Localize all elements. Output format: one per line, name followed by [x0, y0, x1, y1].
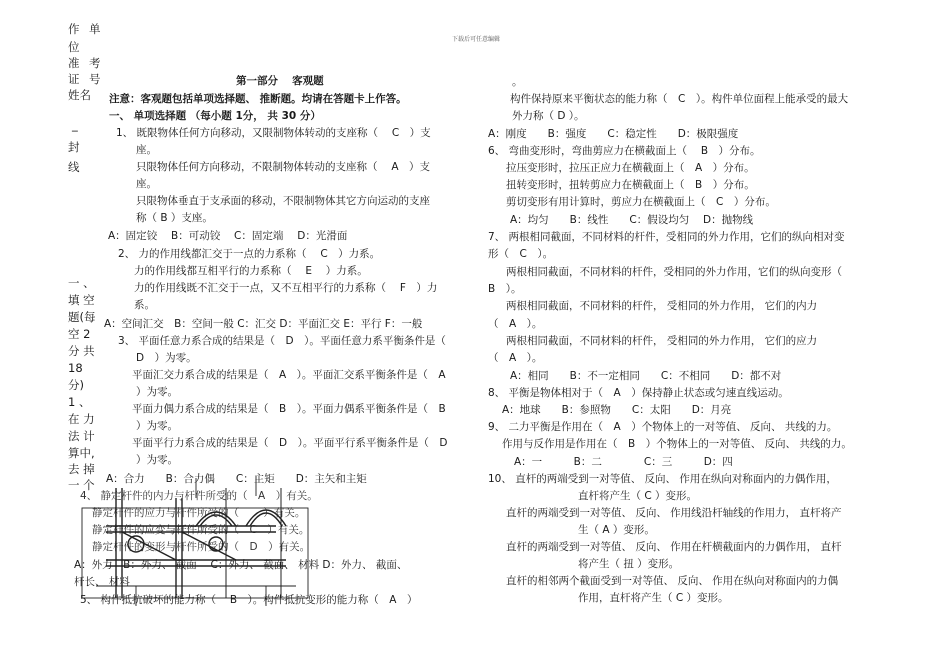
margin-label-4: 准	[68, 56, 80, 70]
question-line: 作用与反作用是作用在（ B ）个物体上的一对等值、 反向、 共线的力。	[502, 438, 852, 450]
question-line: ）为零。	[136, 386, 178, 398]
question-line: 将产生（ 扭 ）变形。	[578, 558, 680, 570]
question-line: 直杆将产生（ C ）变形。	[578, 490, 698, 502]
fill-line: 一 个	[68, 478, 95, 492]
question-line: 扭转变形时，扭转剪应力在横截面上（ B ）分布。	[506, 179, 755, 191]
question-line: 静定杆件的应变与杆件所受的（ C ）有关。	[92, 524, 310, 536]
question-line: 座。	[136, 178, 157, 190]
question-line: 拉压变形时，拉压正应力在横截面上（ A ）分布。	[506, 162, 755, 174]
fill-line: 去 掉	[68, 462, 95, 476]
question-line: 。	[512, 76, 523, 88]
fill-line: 题(每	[68, 310, 96, 324]
question-line: 只限物体垂直于支承面的移动，不限制物体其它方向运动的支座	[136, 195, 430, 207]
question-line: 剪切变形有用计算时，剪应力在横截面上（ C ）分布。	[506, 196, 776, 208]
question-line: 静定杆件的变形与杆件所受的（ D ）有关。	[92, 541, 311, 553]
question-line: 两根相同截面，不同材料的杆件， 受相同的外力作用， 它们的内力	[506, 300, 818, 312]
question-line: 4、 静定杆件的内力与杆件所受的（ A ）有关。	[80, 490, 318, 502]
question-line: 力的作用线既不汇交于一点，又不互相平行的力系称（ F ）力	[134, 282, 438, 294]
seal-label: 封	[68, 140, 80, 154]
question-options: 杆长、 材料	[74, 576, 130, 588]
truss-drawing-overlay	[76, 468, 316, 608]
question-line: 作用，直杆将产生（ C ）变形。	[578, 592, 729, 604]
question-line: 直杆的两端受到一对等值、 反向、 作用线沿杆轴线的作用力， 直杆将产	[506, 507, 842, 519]
fill-line: 分 共	[68, 344, 95, 358]
margin-label-2: 单	[89, 22, 101, 36]
fill-line: 在 力	[68, 412, 95, 426]
question-options: A：一 B：二 C：三 D：四	[514, 456, 733, 468]
margin-dash: _	[72, 118, 78, 132]
question-line: 形（ C ）。	[488, 248, 554, 260]
question-options: A：空间汇交 B：空间一般 C：汇交 D：平面汇交 E：平行 F：一般	[104, 318, 423, 330]
question-line: 直杆的相邻两个截面受到一对等值、 反向、 作用在纵向对称面内的力偶	[506, 575, 839, 587]
question-line: 构件保持原来平衡状态的能力称（ C ）。构件单位面程上能承受的最大	[510, 93, 849, 105]
question-line: 称（ B ）支座。	[136, 212, 213, 224]
fill-line: 填 空	[68, 293, 95, 307]
question-line: 3、 平面任意力系合成的结果是（ D ）。平面任意力系平衡条件是（	[118, 335, 446, 347]
question-options: A：均匀 B：线性 C：假设均匀 D：抛物线	[510, 214, 754, 226]
fill-line: 算中,	[68, 446, 95, 460]
question-line: 座。	[136, 144, 157, 156]
question-line: 平面力偶力系合成的结果是（ B ）。平面力偶系平衡条件是（ B	[132, 403, 446, 415]
question-options: A：相同 B：不一定相同 C：不相同 D：都不对	[510, 370, 782, 382]
question-line: 只限物体任何方向移动，不限制物体转动的支座称（ A ）支	[136, 161, 431, 173]
question-line: 平面平行力系合成的结果是（ D ）。平面平行系平衡条件是（ D	[132, 437, 448, 449]
header-note: 下载后可任意编辑	[452, 36, 501, 43]
margin-label-8: 姓名	[68, 88, 91, 102]
question-line: 力的作用线都互相平行的力系称（ E ）力系。	[134, 265, 368, 277]
question-line: 5、 构件抵抗破坏的能力称（ B ）。构件抵抗变形的能力称（ A ）	[80, 594, 418, 606]
margin-label-5: 考	[89, 56, 101, 70]
question-line: 平面汇交力系合成的结果是（ A ）。平面汇交系平衡条件是（ A	[132, 369, 446, 381]
notice: 注意：客观题包括单项选择题、 推断题。均请在答题卡上作答。	[109, 93, 407, 105]
question-line: 7、 两根相同截面，不同材料的杆件，受相同的外力作用，它们的纵向相对变	[488, 231, 845, 243]
section-one-heading: 一、 单项选择题 （每小题 1分， 共 30 分）	[109, 110, 321, 122]
question-line: 8、 平衡是物体相对于（ A ）保持静止状态或匀速直线运动。	[488, 387, 789, 399]
fill-line: 18	[68, 361, 83, 375]
fill-line: 空 2	[68, 327, 91, 341]
question-line: 生（ A ）变形。	[578, 524, 655, 536]
question-line: ）为零。	[136, 454, 178, 466]
question-line: 外力称（ D ）。	[512, 110, 585, 122]
question-line: 系。	[134, 299, 155, 311]
margin-label-7: 号	[89, 72, 101, 86]
question-line: （ A ）。	[488, 352, 543, 364]
margin-label-3: 位	[68, 40, 80, 54]
question-line: 10、 直杆的两端受到一对等值、 反向、 作用在纵向对称面内的力偶作用，	[488, 473, 837, 485]
question-line: 9、 二力平衡是作用在（ A ）个物体上的一对等值、 反向、 共线的力。	[488, 421, 838, 433]
question-line: 两根相同截面，不同材料的杆件， 受相同的外力作用， 它们的应力	[506, 335, 818, 347]
question-line: 1、 既限物体任何方向移动，又限制物体转动的支座称（ C ）支	[116, 127, 431, 139]
fill-line: 分)	[68, 378, 84, 392]
question-options: A：外力 B：外力、 截面 C：外力、 截面、 材料 D：外力、 截面、	[74, 559, 408, 571]
question-options: A：合力 B：合力偶 C：主矩 D：主矢和主矩	[106, 473, 367, 485]
question-line: 静定杆件的应力与杆件所受的（ ）有关。	[92, 507, 306, 519]
question-line: 两根相同截面，不同材料的杆件，受相同的外力作用，它们的纵向变形（	[506, 266, 842, 278]
question-line: ）为零。	[136, 420, 178, 432]
question-line: 2、 力的作用线都汇交于一点的力系称（ C ）力系。	[118, 248, 381, 260]
question-line: B ）。	[488, 283, 522, 295]
fill-line: 1 、	[68, 395, 91, 409]
question-line: （ A ）。	[488, 318, 543, 330]
question-options: A：刚度 B：强度 C：稳定性 D：极限强度	[488, 128, 739, 140]
section-title: 第一部分 客观题	[236, 75, 324, 87]
margin-label-1: 作	[68, 22, 80, 36]
question-options: A：地球 B：参照物 C：太阳 D：月亮	[502, 404, 732, 416]
question-line: D ）为零。	[136, 352, 197, 364]
question-line: 6、 弯曲变形时，弯曲剪应力在横截面上（ B ）分布。	[488, 145, 761, 157]
fill-line: 一 、	[68, 276, 95, 290]
line-label: 线	[68, 160, 80, 174]
fill-line: 法 计	[68, 429, 95, 443]
margin-label-6: 证	[68, 72, 80, 86]
question-line: 直杆的两端受到一对等值、 反向、 作用在杆横截面内的力偶作用， 直杆	[506, 541, 842, 553]
question-options: A：固定铰 B：可动铰 C：固定端 D：光滑面	[108, 230, 348, 242]
